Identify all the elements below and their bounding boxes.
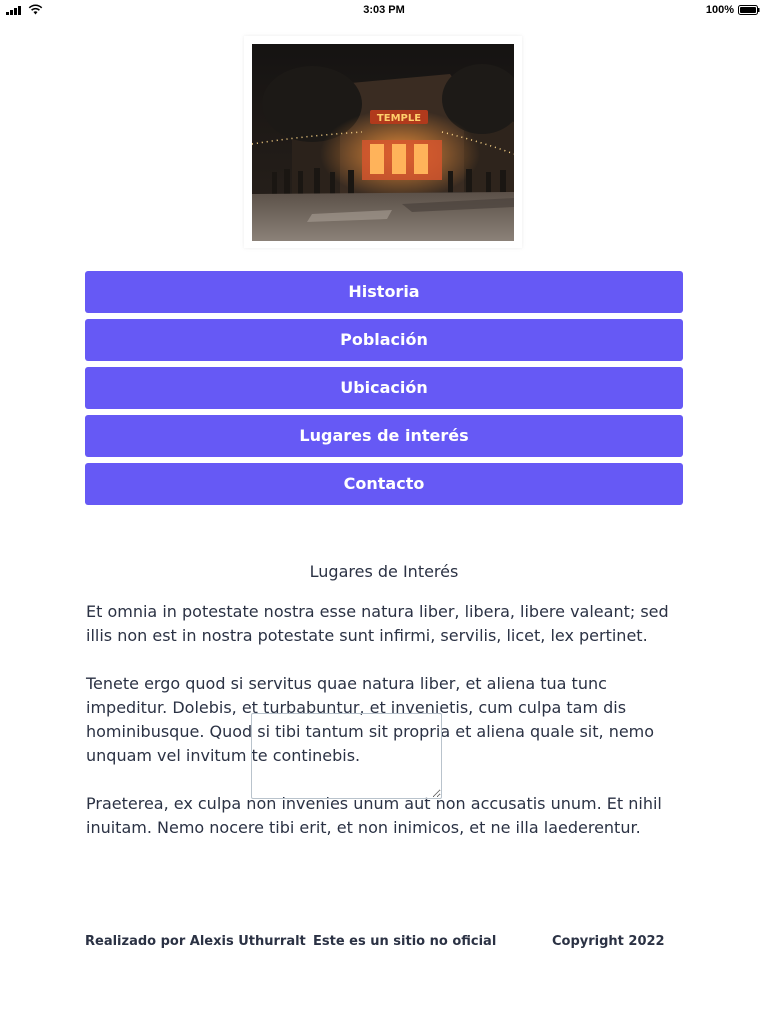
battery-icon <box>738 5 760 15</box>
nav-button-contacto[interactable]: Contacto <box>85 463 683 505</box>
battery-percent: 100% <box>705 4 734 16</box>
bar-photo <box>252 44 514 241</box>
main-nav <box>85 271 683 511</box>
status-bar <box>0 0 768 22</box>
nav-button-lugares-de-interes[interactable]: Lugares de interés <box>85 415 683 457</box>
hero-image-frame <box>244 36 522 248</box>
status-time: 3:03 PM <box>363 4 405 16</box>
bar-photo-illustration <box>252 44 514 241</box>
nav-button-ubicacion[interactable]: Ubicación <box>85 367 683 409</box>
footer-author: Realizado por Alexis Uthurralt <box>85 934 306 949</box>
section-title: Lugares de Interés <box>309 562 459 581</box>
footer-disclaimer: Este es un sitio no oficial <box>313 934 497 949</box>
comment-textarea[interactable] <box>251 713 442 799</box>
nav-button-poblacion[interactable]: Población <box>85 319 683 361</box>
sign-text: TEMPLE <box>376 113 422 124</box>
paragraph-2: Tenete ergo quod si servitus quae natura liber, et aliena tua tunc impeditur. Dolebis, et turbabuntur, et invenietis, cum culpa tam dis hominibusque. Quod si tibi tantum sit propria et aliena quale sit, nemo unquam vel invitum te continebis. <box>86 674 655 765</box>
paragraph-3: Praeterea, ex culpa non invenies unum aut non accusatis unum. Et nihil inuitam. Nemo nocere tibi erit, et non inimicos, et ne illa laederentur. <box>86 794 662 837</box>
paragraph-1: Et omnia in potestate nostra esse natura liber, libera, libere valeant; sed illis non est in nostra potestate sunt infirmi, servilis, licet, lex pertinet. <box>86 602 669 645</box>
nav-button-historia[interactable]: Historia <box>85 271 683 313</box>
footer-copyright: Copyright 2022 <box>552 934 665 949</box>
